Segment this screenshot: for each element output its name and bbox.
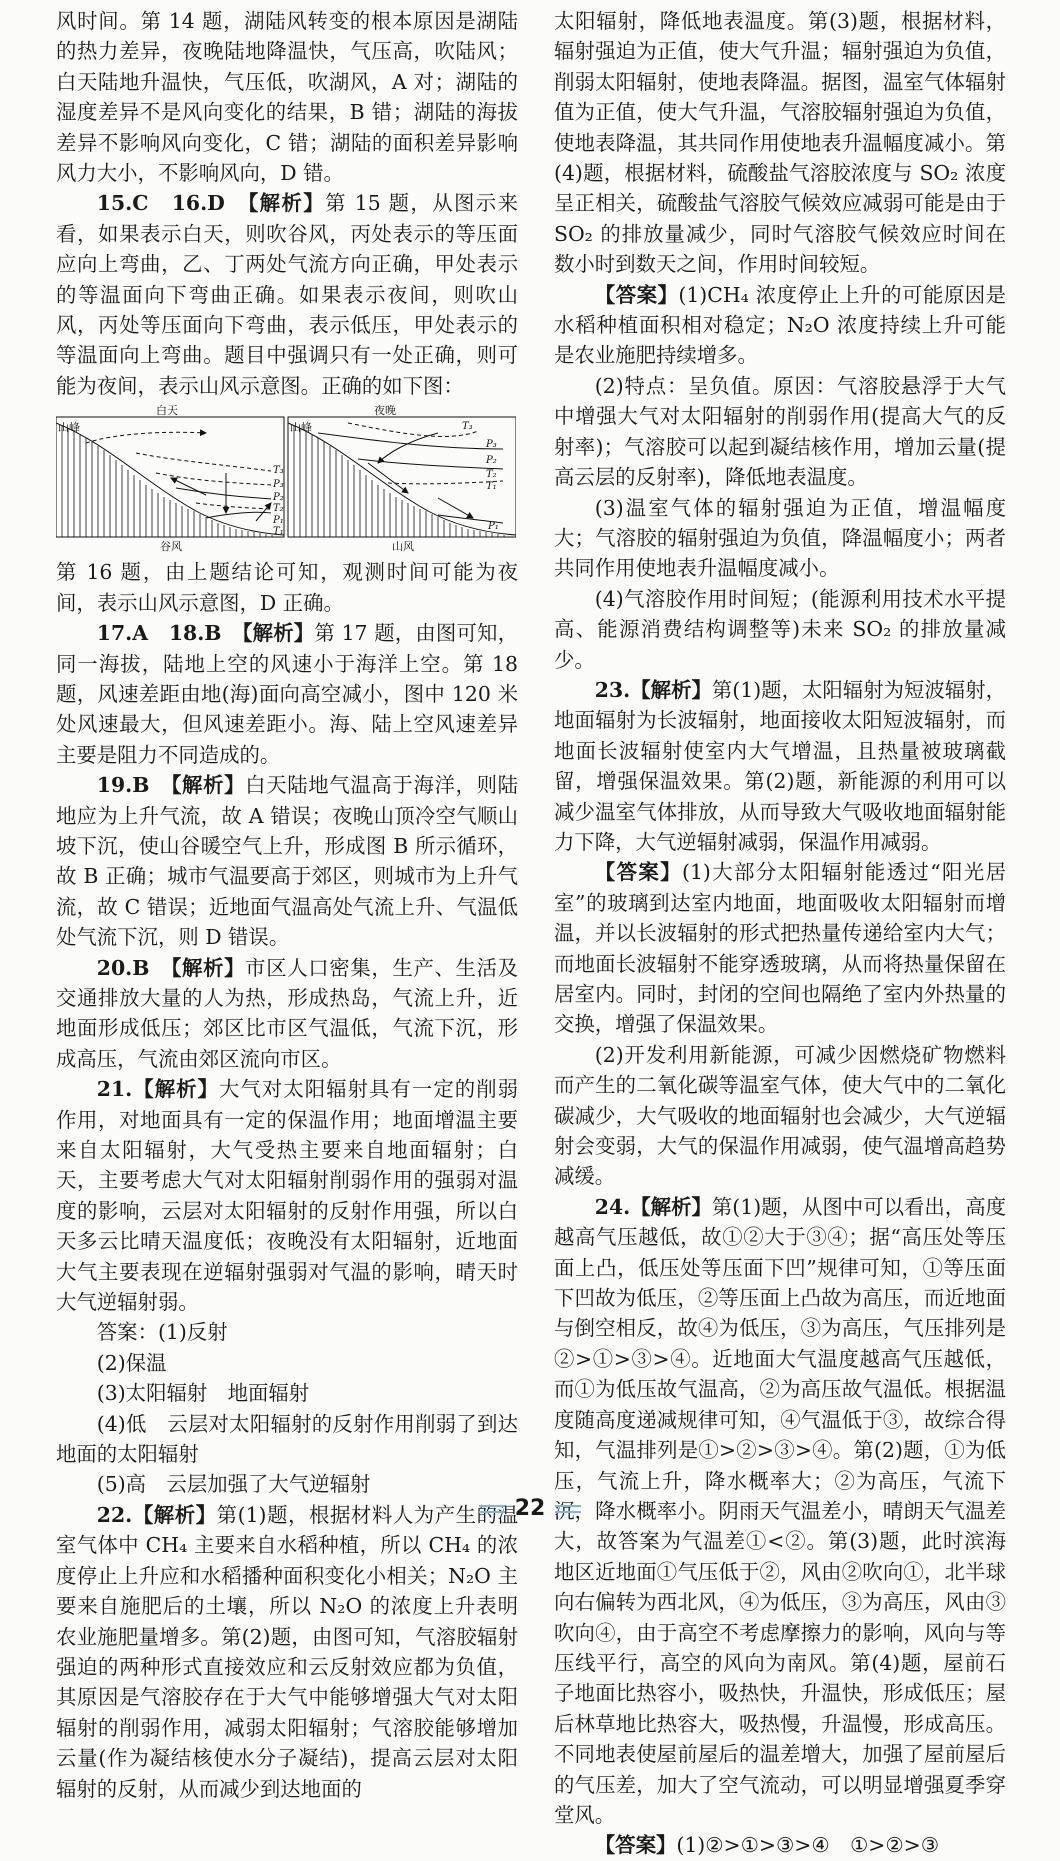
question-number: 19.B 【解析】 — [96, 773, 246, 798]
answer-block: 【答案】(1)大部分太阳辐射能透过“阳光居室”的玻璃到达室内地面，地面吸收太阳辐射而增温，并以长波辐射的形式把热量传递给室内大气；而地面长波辐射不能穿透玻璃，从而将热量保留在居室内。同时，封闭的空间也隔绝了室内外热量的交换，增强了保温效果。 — [554, 860, 1007, 1037]
svg-text:P₁: P₁ — [488, 521, 499, 533]
diagram-caption: 谷风 — [160, 540, 182, 554]
paragraph: 15.C 16.D 【解析】第 15 题，从图示来看，如果表示白天，则吹谷风，丙处表示的等压面应向上弯曲，乙、丁两处气流方向正确，甲处表示的等温面向下弯曲正确。如果表示夜间，则吹山风，丙处等压面向下弯曲，表示低压，甲处表示的等温面向上弯曲。题目中强调只有一处正确，则可能为夜间，表示山风示意图。正确的如下图： — [56, 191, 518, 398]
answer-label: 【答案】 — [594, 1833, 677, 1858]
page-number: 22 — [514, 1496, 546, 1521]
svg-text:P₁: P₁ — [273, 515, 284, 527]
answer-line: (2)保温 — [96, 1350, 167, 1375]
paragraph: 风时间。第 14 题，湖陆风转变的根本原因是湖陆的热力差异，夜晚陆地降温快，气压高，吹陆风；白天陆地升温快，气压低，吹湖风，A 对；湖陆的湿度差异不是风向变化的结果，B 错；湖陆的海拔差异不影响风向变化，C 错；湖陆的面积差异影响风力大小，不影响风向，D 错。 — [56, 9, 518, 186]
paragraph: 20.B 【解析】市区人口密集，生产、生活及交通排放大量的人为热，形成热岛，气流上升，近地面形成低压；郊区比市区气温低，气流下沉，形成高压，气流由郊区流向市区。 — [56, 955, 519, 1071]
answer-line: (4)低 云层对太阳辐射的反射作用削弱了到达地面的太阳辐射 — [56, 1411, 518, 1467]
question-number: 20.B 【解析】 — [96, 955, 246, 980]
footer-rule-left — [479, 1505, 505, 1513]
svg-text:T₃: T₃ — [462, 421, 473, 433]
paragraph: 24.【解析】第(1)题，从图中可以看出，高度越高气压越低，故①②大于③④；据“高压处等压面上凸，低压处等压面下凹”规律可知，①等压面下凹故为低压，②等压面上凸故为高压，而近地面与倒空相反，故④为低压，③为高压，气压排列是②>①>③>④。近地面大气温度越高气压越低，而①为低压故气温高，②为高压故气温低。根据温度随高度递减规律可知，④气温低于③，故综合得知，气温排列是①>②>③>④。第(2)题，①为低压，气流上升，降水概率大；②为高压，气流下沉，降水概率小。阴雨天气温差小，晴朗天气温差大，故答案为气温差①<②。第(3)题，此时滨海地区近地面①气压低于②，风由②吹向①，北半球向右偏转为西北风，④为低压，③为高压，风由③吹向④，由于高空不考虑摩擦力的影响，风向与等压线平行，高空的风向为南风。第(4)题，屋前石子地面比热容小，吸热快，升温快，形成低压；屋后林草地比热容大，吸热慢，升温慢，形成高压。不同地表使屋前屋后的温差增大，加强了屋前屋后的气压差，加大了空气流动，可以明显增强夏季穿堂风。 — [554, 1194, 1006, 1827]
answer-line: (2)开发利用新能源，可减少因燃烧矿物燃料而产生的二氧化碳等温室气体，使大气中的二氧化碳减少，大气吸收的地面辐射也会减少，大气逆辐射会变弱，大气的保温作用减弱，使气温增高趋势减缓。 — [554, 1042, 1006, 1189]
diagram-caption: 山风 — [392, 540, 414, 554]
svg-text:T₂: T₂ — [486, 469, 497, 481]
paragraph: 第 16 题，由上题结论可知，观测时间可能为夜间，表示山风示意图，D 正确。 — [56, 560, 518, 615]
paragraph: 太阳辐射，降低地表温度。第(3)题，根据材料，辐射强迫为正值，使大气升温；辐射强迫为负值，削弱太阳辐射，使地表降温。据图，温室气体辐射值为正值，使大气升温，气溶胶辐射强迫为负值，使地表降温，其共同作用使地表升温幅度减小。第(4)题，根据材料，硫酸盐气溶胶浓度与 SO₂ 浓度呈正相关，硫酸盐气溶胶气候效应减弱可能是由于 SO₂ 的排放量减少，同时气溶胶气候效应时间在数小时到数天之间，作用时间较短。 — [554, 9, 1006, 277]
valley-mountain-wind-diagram — [56, 403, 516, 553]
svg-text:P₂: P₂ — [273, 492, 284, 504]
question-number: 22.【解析】 — [96, 1502, 217, 1527]
answer-line: (5)高 云层加强了大气逆辐射 — [96, 1472, 371, 1497]
peak-label: 山峰 — [290, 421, 312, 435]
paragraph: 21.【解析】大气对太阳辐射具有一定的削弱作用，对地面具有一定的保温作用；地面增温主要来自太阳辐射，大气受热主要来自地面辐射；白天，主要考虑大气对太阳辐射削弱作用的强弱对温度的影响，云层对太阳辐射的反射作用强，所以白天多云比晴天温度低；夜晚没有太阳辐射，近地面大气主要表现在逆辐射强弱对气温的影响，晴天时大气逆辐射弱。 — [56, 1077, 518, 1315]
paragraph: 23.【解析】第(1)题，太阳辐射为短波辐射，地面辐射为长波辐射，地面接收太阳短波辐射，而地面长波辐射使室内大气增温，且热量被玻璃截留，增强保温效果。第(2)题，新能源的利用可以减少温室气体排放，从而导致大气吸收地面辐射能力下降，大气逆辐射减弱，保温作用减弱。 — [554, 677, 1006, 854]
diagram-title: 白天 — [156, 404, 178, 418]
question-number: 21.【解析】 — [96, 1077, 220, 1102]
svg-text:P₂: P₂ — [486, 455, 497, 467]
question-number: 15.C 16.D 【解析】 — [96, 191, 326, 216]
svg-text:P₃: P₃ — [486, 439, 497, 451]
answer-line: (3)温室气体的辐射强迫为正值，增温幅度大；气溶胶的辐射强迫为负值，降温幅度小；两者共同作用使地表升温幅度减小。 — [554, 495, 1006, 581]
answer-block: 【答案】(1)CH₄ 浓度停止上升的可能原因是水稻种植面积相对稳定；N₂O 浓度持续上升可能是农业施肥持续增多。 — [554, 282, 1007, 368]
right-column — [554, 6, 1006, 1861]
answer-block: 【答案】(1)②>①>③>④ ①>②>③ — [594, 1833, 940, 1858]
page-footer — [0, 1496, 1060, 1521]
footer-rule-right — [555, 1505, 581, 1513]
paragraph: 17.A 18.B 【解析】第 17 题，由图可知，同一海拔，陆地上空的风速小于海洋上空。第 18 题，风速差距由地(海)面向高空减小，图中 120 米处风速最大，但风速差距小。海、陆上空风速差异主要是阻力不同造成的。 — [56, 621, 518, 767]
answer-line: (3)太阳辐射 地面辐射 — [96, 1381, 310, 1406]
question-number: 24.【解析】 — [594, 1194, 712, 1219]
paragraph: 19.B 【解析】白天陆地气温高于海洋，则陆地应为上升气流，故 A 错误；夜晚山顶冷空气顺山坡下沉，使山谷暖空气上升，形成图 B 所示循环，故 B 正确；城市气温要高于郊区，则城市为上升气流，故 C 错误；近地面气温高处气流上升、气温低处气流下沉，则 D 错误。 — [56, 773, 519, 950]
question-number: 17.A 18.B 【解析】 — [96, 621, 315, 646]
answer-line: 答案：(1)反射 — [96, 1320, 228, 1345]
svg-text:T₃: T₃ — [273, 465, 284, 477]
diagram-title: 夜晚 — [374, 404, 396, 418]
answer-line: (2)特点：呈负值。原因：气溶胶悬浮于大气中增强大气对太阳辐射的削弱作用(提高大气的反射率)；气溶胶可以起到凝结核作用，增加云量(提高云层的反射率)，降低地表温度。 — [554, 373, 1006, 490]
mountain-wind-panel — [288, 403, 516, 553]
paragraph: 22.【解析】第(1)题，根据材料人为产生的温室气体中 CH₄ 主要来自水稻种植，所以 CH₄ 的浓度停止上升应和水稻播种面积变化小相关；N₂O 主要来自施肥后的土壤，所以 N₂O 的浓度上升表明农业施肥量增多。第(2)题，由图可知，气溶胶辐射强迫的两种形式直接效应和云反射效应都为负值，其原因是气溶胶存在于大气中能够增强大气对太阳辐射的削弱作用，减弱太阳辐射；气溶胶能够增加云量(作为凝结核使水分子凝结)，提高云层对太阳辐射的反射，从而减少到达地面的 — [56, 1502, 518, 1801]
valley-wind-panel — [56, 404, 284, 553]
svg-text:T₁: T₁ — [486, 481, 497, 493]
answer-line: (4)气溶胶作用时间短；(能源利用技术水平提高、能源消费结构调整等)未来 SO₂ 的排放量减少。 — [554, 586, 1006, 672]
peak-label: 山峰 — [58, 421, 80, 435]
svg-text:P₃: P₃ — [273, 479, 284, 491]
svg-text:T₂: T₂ — [273, 503, 284, 515]
answer-label: 【答案】 — [594, 282, 679, 307]
svg-text:T₁: T₁ — [273, 526, 284, 538]
left-column — [56, 6, 518, 1804]
answer-label: 【答案】 — [594, 860, 682, 885]
question-number: 23.【解析】 — [594, 677, 712, 702]
